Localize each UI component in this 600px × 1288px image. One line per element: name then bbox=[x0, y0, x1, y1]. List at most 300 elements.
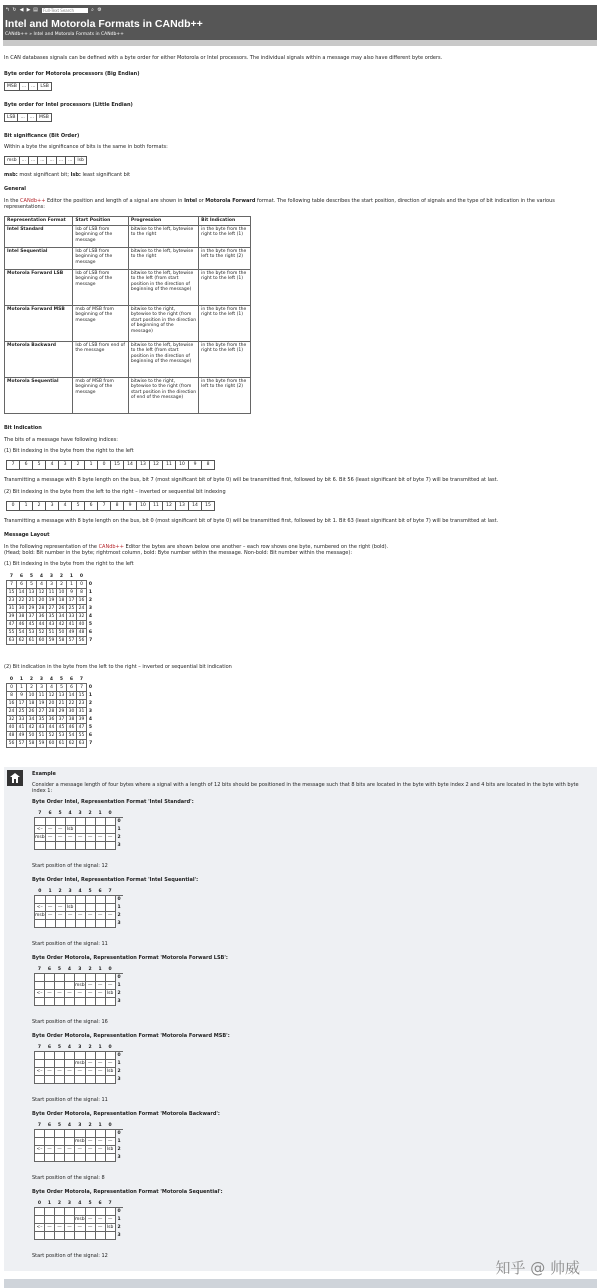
bit-number-header: 3 bbox=[75, 1044, 86, 1052]
grid-row bbox=[7, 724, 95, 732]
bit-indication-2: (2) Bit indexing in the byte from the left to the right – inverted or sequential bit indexing bbox=[4, 489, 226, 495]
bit-cell: 10 bbox=[57, 589, 67, 597]
bit-cell: 34 bbox=[27, 716, 37, 724]
breadcrumb[interactable]: CANdb++ » Intel and Motorola Formats in CANdb++ bbox=[5, 32, 124, 37]
bit-number-header: 4 bbox=[65, 1044, 75, 1052]
bit-number-header: 7 bbox=[105, 1200, 115, 1208]
bit-cell: <– bbox=[36, 1069, 43, 1074]
refresh-icon[interactable]: ↻ bbox=[12, 7, 17, 13]
back-icon[interactable]: ↰ bbox=[5, 7, 10, 13]
bit-number-header: 4 bbox=[65, 1122, 75, 1130]
grid-row bbox=[35, 1146, 123, 1154]
format-name: Intel Standard bbox=[5, 225, 73, 247]
bit-cell: 1 bbox=[67, 581, 77, 589]
bit-number-header: 0 bbox=[9, 677, 14, 682]
message-layout-heading: Message Layout bbox=[4, 532, 50, 538]
start-position: Start position of the signal: 11 bbox=[32, 941, 108, 947]
bit-cell bbox=[95, 1208, 105, 1216]
bit-cell bbox=[105, 974, 115, 982]
bit-cell: 55 bbox=[77, 732, 87, 740]
next-icon[interactable]: ▶ bbox=[26, 7, 31, 13]
bit-number-header: 5 bbox=[55, 966, 65, 974]
bit-number-header: 4 bbox=[49, 677, 54, 682]
bit-number-header: 0 bbox=[35, 888, 46, 896]
bit-cell: 61 bbox=[57, 740, 67, 748]
bit-index-cell: 7 bbox=[7, 461, 20, 470]
row-label-spacer bbox=[115, 966, 123, 974]
byte-number: 1 bbox=[115, 982, 123, 990]
bit-index-cell: 9 bbox=[124, 502, 137, 511]
byte-number: 2 bbox=[115, 1224, 123, 1232]
bit-cell: 54 bbox=[17, 629, 27, 637]
format-name: Motorola Sequential bbox=[5, 377, 73, 413]
bit-cell: 47 bbox=[7, 621, 17, 629]
bit-cell: — bbox=[55, 834, 65, 842]
bit-cell: — bbox=[105, 1216, 115, 1224]
bit-index-cell: 3 bbox=[46, 502, 59, 511]
table-row bbox=[5, 269, 251, 305]
bit-cell: — bbox=[95, 990, 105, 998]
header-divider bbox=[3, 40, 597, 46]
byte-box: ... bbox=[19, 83, 28, 91]
bit-cell bbox=[105, 998, 115, 1006]
bit-cell bbox=[55, 842, 65, 850]
bit-cell bbox=[45, 1138, 55, 1146]
bit-cell: 11 bbox=[37, 692, 47, 700]
bit-box: ... bbox=[56, 157, 65, 165]
bit-number-header: 1 bbox=[45, 888, 55, 896]
bit-number-header: 4 bbox=[75, 1200, 86, 1208]
grid-row bbox=[7, 621, 95, 629]
bit-cell bbox=[85, 1052, 95, 1060]
bit-cell: 4 bbox=[47, 684, 57, 692]
bit-cell: 39 bbox=[77, 716, 87, 724]
bit-cell: 20 bbox=[37, 597, 47, 605]
bit-cell bbox=[45, 1216, 55, 1224]
bit-index-cell: 5 bbox=[72, 502, 85, 511]
bit-cell: — bbox=[105, 912, 115, 920]
bit-cell bbox=[85, 1076, 95, 1084]
bit-cell: 44 bbox=[37, 621, 47, 629]
example-icon bbox=[7, 770, 23, 786]
bit-cell bbox=[55, 1208, 65, 1216]
bit-index-cell: 4 bbox=[59, 502, 72, 511]
bit-cell: — bbox=[105, 982, 115, 990]
bit-cell: 44 bbox=[47, 724, 57, 732]
bit-cell: 39 bbox=[7, 613, 17, 621]
bit-index-cell: 6 bbox=[20, 461, 33, 470]
bit-index-cell: 0 bbox=[98, 461, 111, 470]
table-cell: msb of MSB from beginning of the message bbox=[73, 377, 129, 413]
example-box bbox=[4, 767, 597, 1271]
table-cell: in the byte from the right to the left (1) bbox=[199, 225, 251, 247]
byte-number: 3 bbox=[115, 1154, 123, 1162]
table-cell: bitwise to the left, bytewise to the left (from start position in the direction of beginning of the message) bbox=[128, 269, 198, 305]
candb-link-2[interactable]: CANdb++ bbox=[98, 544, 124, 550]
bit-number-header: 6 bbox=[45, 810, 55, 818]
bit-cell: — bbox=[85, 834, 95, 842]
bit-cell: — bbox=[85, 1224, 95, 1232]
byte-number: 5 bbox=[88, 622, 93, 627]
bit-number-header: 4 bbox=[75, 888, 85, 896]
row-label-spacer bbox=[115, 1122, 123, 1130]
bit-index-cell: 12 bbox=[150, 461, 163, 470]
candb-link[interactable]: CANdb++ bbox=[20, 198, 46, 204]
bit-cell: 54 bbox=[67, 732, 77, 740]
grid-row bbox=[35, 1130, 123, 1138]
bit-cell: 14 bbox=[17, 589, 27, 597]
bit-index-cell: 11 bbox=[163, 461, 176, 470]
table-cell: bitwise to the left, bytewise to the right bbox=[128, 225, 198, 247]
bit-indication-heading: Bit Indication bbox=[4, 425, 42, 431]
bit-cell: <– bbox=[36, 1225, 43, 1230]
start-position: Start position of the signal: 8 bbox=[32, 1175, 105, 1181]
bit-index-cell: 2 bbox=[33, 502, 46, 511]
bit-cell: lsb bbox=[66, 905, 74, 910]
table-cell: lsb of LSB from beginning of the message bbox=[73, 269, 129, 305]
bit-cell: 13 bbox=[27, 589, 37, 597]
bit-cell bbox=[55, 818, 65, 826]
bit-number-header: 6 bbox=[95, 888, 105, 896]
grid-row bbox=[7, 629, 95, 637]
start-position: Start position of the signal: 12 bbox=[32, 1253, 108, 1259]
byte-number: 1 bbox=[115, 826, 123, 834]
grid-row bbox=[35, 990, 123, 998]
byte-number: 3 bbox=[115, 920, 123, 928]
bit-cell bbox=[65, 1216, 75, 1224]
bit-number-header: 5 bbox=[85, 888, 95, 896]
bit-cell: 58 bbox=[57, 637, 67, 645]
bit-index-cell: 4 bbox=[46, 461, 59, 470]
bit-cell: 24 bbox=[77, 605, 87, 613]
bit-cell bbox=[105, 818, 115, 826]
bit-cell bbox=[85, 974, 95, 982]
bit-number-header: 6 bbox=[95, 1200, 105, 1208]
search-icon[interactable]: ⌕ bbox=[91, 7, 94, 13]
bit-box: ... bbox=[47, 157, 56, 165]
example-grid bbox=[34, 1200, 123, 1240]
bit-cell: 22 bbox=[17, 597, 27, 605]
bit-cell bbox=[65, 896, 75, 904]
bit-cell: 12 bbox=[47, 692, 57, 700]
bit-cell bbox=[95, 904, 105, 912]
byte-number: 0 bbox=[115, 1130, 123, 1138]
bit-cell: 42 bbox=[27, 724, 37, 732]
bit-number-header: 3 bbox=[75, 966, 86, 974]
bit-cell bbox=[55, 1052, 65, 1060]
table-header: Start Position bbox=[73, 217, 129, 226]
bit-cell bbox=[105, 826, 115, 834]
bit-number-header: 3 bbox=[65, 888, 75, 896]
byte-number: 0 bbox=[88, 582, 93, 587]
bit-cell: — bbox=[55, 990, 65, 998]
database-icon[interactable]: ▤ bbox=[33, 7, 38, 13]
bit-cell: — bbox=[75, 912, 85, 920]
byte-number: 7 bbox=[89, 741, 93, 746]
bit-cell: 15 bbox=[7, 589, 17, 597]
table-cell: in the byte from the right to the left (1) bbox=[199, 305, 251, 341]
bit-cell: 2 bbox=[27, 684, 37, 692]
bit-cell: msb bbox=[75, 983, 85, 988]
bit-index-cell: 15 bbox=[202, 502, 215, 511]
bit-cell bbox=[95, 974, 105, 982]
bit-cell: — bbox=[45, 904, 55, 912]
previous-icon[interactable]: ◀ bbox=[19, 7, 24, 13]
bit-cell: 30 bbox=[67, 708, 77, 716]
byte-number: 4 bbox=[88, 614, 93, 619]
bit-cell: 6 bbox=[17, 581, 27, 589]
bit-cell: 3 bbox=[47, 581, 57, 589]
bit-cell bbox=[75, 842, 85, 850]
bit-cell bbox=[55, 1130, 65, 1138]
bit-cell bbox=[75, 1130, 86, 1138]
bit-cell: 63 bbox=[7, 637, 17, 645]
bit-cell: 61 bbox=[27, 637, 37, 645]
bit-cell bbox=[85, 826, 95, 834]
byte-number: 0 bbox=[115, 1052, 123, 1060]
example-grid bbox=[34, 1122, 123, 1162]
bit-cell: 34 bbox=[57, 613, 67, 621]
table-cell: lsb of LSB from beginning of the message bbox=[73, 247, 129, 269]
page-header bbox=[3, 5, 597, 40]
byte-number: 6 bbox=[88, 630, 93, 635]
bit-box: lsb bbox=[75, 157, 86, 165]
bit-cell bbox=[105, 896, 115, 904]
table-cell: in the byte from the right to the left (1) bbox=[199, 341, 251, 377]
grid-row bbox=[7, 637, 95, 645]
table-cell: bitwise to the right, bytewise to the right (from start position in the direction of end of the message) bbox=[128, 377, 198, 413]
bit-cell: 51 bbox=[47, 629, 57, 637]
table-row bbox=[5, 225, 251, 247]
settings-icon[interactable]: ⚙ bbox=[97, 7, 102, 13]
example-grid bbox=[34, 966, 123, 1006]
table-row bbox=[5, 377, 251, 413]
bit-cell: — bbox=[45, 826, 55, 834]
intel-byte-boxes bbox=[4, 113, 52, 122]
bit-number-header: 7 bbox=[9, 574, 14, 579]
bit-cell bbox=[65, 974, 75, 982]
bit-cell bbox=[75, 818, 85, 826]
bit-number-header: 1 bbox=[69, 574, 74, 579]
bit-cell bbox=[75, 1154, 86, 1162]
bit-grid-1 bbox=[6, 573, 95, 645]
byte-number: 1 bbox=[88, 693, 93, 698]
bit-index-cell: 12 bbox=[163, 502, 176, 511]
bit-cell bbox=[95, 920, 105, 928]
general-heading: General bbox=[4, 186, 26, 192]
bit-cell: 21 bbox=[57, 700, 67, 708]
bit-cell: — bbox=[65, 1224, 75, 1232]
bit-cell bbox=[55, 982, 65, 990]
bit-cell: 26 bbox=[27, 708, 37, 716]
byte-number: 3 bbox=[115, 842, 123, 850]
table-cell: in the byte from the left to the right (2) bbox=[199, 377, 251, 413]
byte-number: 3 bbox=[115, 1076, 123, 1084]
table-header: Bit Indication bbox=[199, 217, 251, 226]
bit-number-header: 5 bbox=[55, 1122, 65, 1130]
bit-cell: 27 bbox=[47, 605, 57, 613]
bit-cell bbox=[105, 1232, 115, 1240]
bit-cell bbox=[85, 1130, 95, 1138]
bit-cell: — bbox=[105, 1138, 115, 1146]
bit-cell: 7 bbox=[7, 581, 17, 589]
bit-cell: 0 bbox=[7, 684, 17, 692]
bit-cell: 17 bbox=[67, 597, 77, 605]
grid-row bbox=[35, 998, 123, 1006]
intel-heading: Byte order for Intel processors (Little Endian) bbox=[4, 102, 133, 108]
grid-row bbox=[35, 1076, 123, 1084]
bit-index-cell: 5 bbox=[33, 461, 46, 470]
bit-cell bbox=[85, 1208, 95, 1216]
bit-cell: 21 bbox=[27, 597, 37, 605]
bit-index-cell: 11 bbox=[150, 502, 163, 511]
bit-cell: — bbox=[95, 982, 105, 990]
row-label-spacer bbox=[87, 676, 95, 684]
bit-cell bbox=[85, 920, 95, 928]
bit-cell: 52 bbox=[37, 629, 47, 637]
grid-row bbox=[35, 826, 123, 834]
grid-row bbox=[35, 1138, 123, 1146]
row-label-spacer bbox=[115, 1200, 123, 1208]
byte-number: 7 bbox=[89, 638, 93, 643]
byte-number: 0 bbox=[115, 974, 123, 982]
byte-number: 1 bbox=[115, 904, 123, 912]
bit-cell bbox=[35, 1130, 45, 1138]
bit-cell: 43 bbox=[37, 724, 47, 732]
bit-number-header: 0 bbox=[105, 1122, 115, 1130]
table-cell: bitwise to the right, bytewise to the right (from start position in the direction of beginning of the message) bbox=[128, 305, 198, 341]
bit-index-cell: 7 bbox=[98, 502, 111, 511]
grid-row bbox=[35, 1068, 123, 1076]
bit-cell: 38 bbox=[67, 716, 77, 724]
bit-cell: 16 bbox=[7, 700, 17, 708]
bit-cell: 29 bbox=[27, 605, 37, 613]
bit-cell: 59 bbox=[47, 637, 57, 645]
bit-cell bbox=[95, 826, 105, 834]
bit-cell bbox=[45, 1130, 55, 1138]
motorola-heading: Byte order for Motorola processors (Big Endian) bbox=[4, 71, 140, 77]
bit-cell bbox=[105, 904, 115, 912]
bit-cell: <– bbox=[36, 991, 43, 996]
bit-cell bbox=[55, 974, 65, 982]
bit-cell: 30 bbox=[17, 605, 27, 613]
bit-cell bbox=[55, 896, 65, 904]
bit-number-header: 7 bbox=[79, 677, 84, 682]
bit-significance-heading: Bit significance (Bit Order) bbox=[4, 133, 80, 139]
bit-cell: 48 bbox=[7, 732, 17, 740]
bit-cell: 25 bbox=[67, 605, 77, 613]
bit-cell: — bbox=[95, 1216, 105, 1224]
bit-sequence-2 bbox=[6, 501, 215, 511]
bit-sequence-1 bbox=[6, 460, 215, 470]
bit-index-cell: 2 bbox=[72, 461, 85, 470]
bit-cell: msb bbox=[75, 1217, 85, 1222]
bit-cell: 23 bbox=[77, 700, 87, 708]
bit-index-cell: 15 bbox=[111, 461, 124, 470]
bit-cell bbox=[35, 974, 45, 982]
bit-number-header: 3 bbox=[65, 1200, 75, 1208]
byte-number: 1 bbox=[88, 590, 93, 595]
byte-box: LSB bbox=[5, 114, 18, 122]
grid-row bbox=[7, 684, 95, 692]
message-layout-legend: (Head; bold: Bit number in the byte; rightmost column, bold: Byte number within the message. Non-bold: Bit number within the message): bbox=[4, 550, 353, 556]
example-title: Byte Order Intel, Representation Format 'Intel Sequential': bbox=[32, 877, 199, 883]
bit-number-header: 1 bbox=[95, 1122, 105, 1130]
bit-index-cell: 6 bbox=[85, 502, 98, 511]
bit-cell: 18 bbox=[57, 597, 67, 605]
bit-cell: — bbox=[55, 1146, 65, 1154]
bit-cell: 32 bbox=[77, 613, 87, 621]
bit-cell bbox=[75, 920, 85, 928]
search-input[interactable]: Full-Text Search bbox=[42, 8, 88, 13]
bit-index-cell: 1 bbox=[20, 502, 33, 511]
bit-number-header: 1 bbox=[95, 966, 105, 974]
bit-number-header: 5 bbox=[85, 1200, 95, 1208]
byte-number: 2 bbox=[115, 1068, 123, 1076]
grid-row bbox=[35, 818, 123, 826]
bit-cell: 4 bbox=[37, 581, 47, 589]
bit-number-header: 0 bbox=[35, 1200, 45, 1208]
bit-cell bbox=[55, 1060, 65, 1068]
bit-cell bbox=[35, 1052, 45, 1060]
bit-cell: 36 bbox=[47, 716, 57, 724]
bit-cell bbox=[35, 1060, 45, 1068]
bit-cell: 56 bbox=[77, 637, 87, 645]
bit-cell: 0 bbox=[77, 581, 87, 589]
grid-row bbox=[7, 597, 95, 605]
bit-index-cell: 13 bbox=[176, 502, 189, 511]
grid-row bbox=[7, 692, 95, 700]
byte-number: 2 bbox=[115, 1146, 123, 1154]
bit-index-cell: 10 bbox=[137, 502, 150, 511]
bit-cell: — bbox=[85, 1146, 95, 1154]
bit-cell: 19 bbox=[37, 700, 47, 708]
bit-cell: 46 bbox=[17, 621, 27, 629]
bit-cell: — bbox=[45, 1146, 55, 1154]
example-heading: Example bbox=[32, 771, 56, 777]
bit-number-header: 2 bbox=[29, 677, 34, 682]
bit-index-cell: 0 bbox=[7, 502, 20, 511]
grid-row bbox=[35, 834, 123, 842]
bit-cell: — bbox=[75, 990, 86, 998]
bit-cell: 31 bbox=[7, 605, 17, 613]
bit-cell: — bbox=[75, 1068, 86, 1076]
grid-row bbox=[7, 605, 95, 613]
bit-number-header: 2 bbox=[85, 810, 95, 818]
bit-cell bbox=[35, 1138, 45, 1146]
bit-cell: 11 bbox=[47, 589, 57, 597]
bit-cell: 8 bbox=[77, 589, 87, 597]
bit-cell bbox=[75, 1052, 86, 1060]
bit-cell: 13 bbox=[57, 692, 67, 700]
bit-cell bbox=[45, 1208, 55, 1216]
bit-cell bbox=[55, 998, 65, 1006]
bit-cell: 27 bbox=[37, 708, 47, 716]
bit-cell: 33 bbox=[17, 716, 27, 724]
byte-number: 0 bbox=[115, 1208, 123, 1216]
bit-cell bbox=[65, 920, 75, 928]
bit-cell: — bbox=[105, 1060, 115, 1068]
bit-number-header: 7 bbox=[35, 966, 45, 974]
bit-number-header: 6 bbox=[45, 1044, 55, 1052]
bit-grid-2 bbox=[6, 676, 95, 748]
format-name: Motorola Forward MSB bbox=[5, 305, 73, 341]
bit-cell: 50 bbox=[57, 629, 67, 637]
byte-number: 1 bbox=[115, 1216, 123, 1224]
bit-cell: <– bbox=[35, 904, 46, 912]
format-name: Motorola Forward LSB bbox=[5, 269, 73, 305]
example-grid bbox=[34, 1044, 123, 1084]
